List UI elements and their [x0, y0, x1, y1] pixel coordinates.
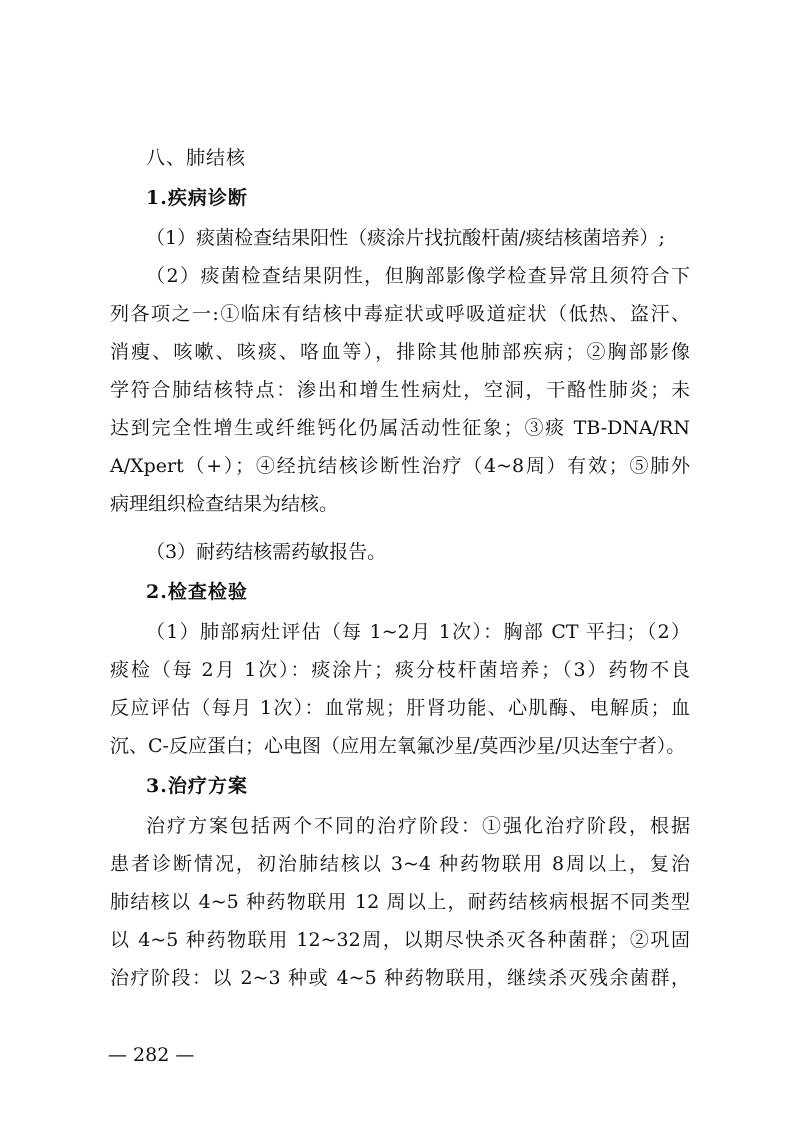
paragraph-line: 沉、C-反应蛋白；心电图（应用左氧氟沙星/莫西沙星/贝达奎宁者）。	[110, 735, 686, 757]
paragraph-line: （1）痰菌检查结果阳性（痰涂片找抗酸杆菌/痰结核菌培养）;	[146, 227, 665, 249]
paragraph-line: （2）痰菌检查结果阴性，但胸部影像学检查异常且须符合下	[146, 265, 690, 287]
subsection-title-treatment: 3.治疗方案	[146, 775, 248, 797]
paragraph-line: （3）耐药结核需药敏报告。	[146, 541, 387, 563]
paragraph-line: 肺结核以 4~5 种药物联用 12 周以上，耐药结核病根据不同类型	[110, 891, 690, 913]
paragraph-line: 达到完全性增生或纤维钙化仍属活动性征象；③痰 TB-DNA/RN	[110, 417, 690, 439]
paragraph-line: 消瘦、咳嗽、咳痰、咯血等），排除其他肺部疾病；②胸部影像	[110, 341, 690, 363]
paragraph-line: 治疗方案包括两个不同的治疗阶段：①强化治疗阶段，根据	[146, 815, 690, 837]
paragraph-line: 治疗阶段：以 2~3 种或 4~5 种药物联用，继续杀灭残余菌群，	[110, 967, 690, 989]
subsection-title-diagnosis: 1.疾病诊断	[146, 187, 248, 209]
paragraph-line: （1）肺部病灶评估（每 1~2月 1次）：胸部 CT 平扫；（2）	[146, 621, 690, 643]
paragraph-line: 列各项之一:①临床有结核中毒症状或呼吸道症状（低热、盗汗、	[110, 303, 690, 325]
paragraph-line: 病理组织检查结果为结核。	[110, 493, 339, 515]
paragraph-line: 反应评估（每月 1次）：血常规；肝肾功能、心肌酶、电解质；血	[110, 697, 690, 719]
page-number: — 282 —	[108, 1044, 195, 1066]
paragraph-line: 以 4~5 种药物联用 12~32周，以期尽快杀灭各种菌群；②巩固	[110, 929, 690, 951]
paragraph-line: 学符合肺结核特点：渗出和增生性病灶，空洞，干酪性肺炎；未	[110, 379, 690, 401]
paragraph-line: 痰检（每 2月 1次）：痰涂片；痰分枝杆菌培养；（3）药物不良	[110, 659, 690, 681]
paragraph-line: A/Xpert（+）；④经抗结核诊断性治疗（4~8周）有效；⑤肺外	[110, 455, 690, 477]
paragraph-line: 患者诊断情况，初治肺结核以 3~4 种药物联用 8周以上，复治	[110, 853, 690, 875]
section-title: 八、肺结核	[146, 147, 247, 169]
subsection-title-exams: 2.检查检验	[146, 581, 248, 603]
